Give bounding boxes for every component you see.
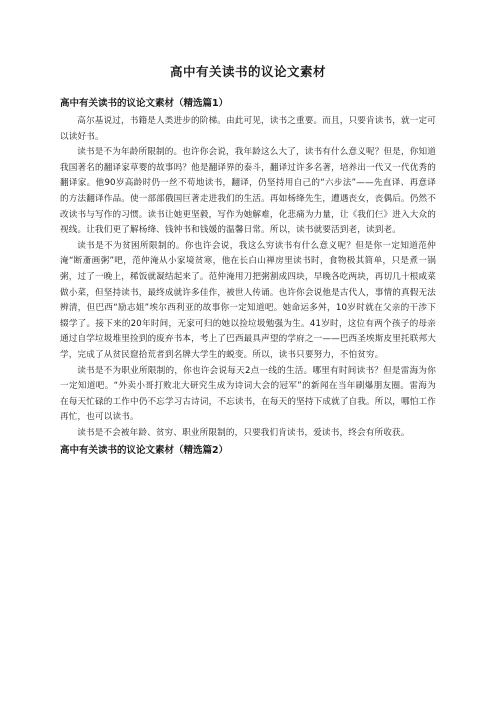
paragraph: 高尔基说过，书籍是人类进步的阶梯。由此可见，读书之重要。而且，只要肯读书，就一定可以读好书。	[60, 116, 436, 142]
paragraph: 读书是不会被年龄、贫穷、职业所限制的，只要我们肯读书，爱读书，终会有所收获。	[77, 427, 410, 438]
section-2	[60, 443, 436, 458]
paragraph: 读书是不为职业所限制的，你也许会说每天2点一线的生活。哪里有时间读书？但是雷海为你一定知道吧。“外卖小哥打败北大研究生成为诗词大会的冠军”的新闻在当年刷爆朋友圈。雷海为在每天忙碌的工作中仍不忘学习古诗词，不忘读书，在每天的坚持下成就了自我。所以，哪怕工作再忙，也可以读书。	[60, 365, 436, 423]
document-title: 高中有关读书的议论文素材	[169, 64, 326, 79]
section-1	[60, 96, 436, 441]
section-heading: 高中有关读书的议论文素材（精选篇1）	[60, 98, 229, 109]
paragraph: 读书是不为贫困所限制的。你也许会说，我这么穷读书有什么意义呢？但是你一定知道范仲淹“断齑画粥”吧，范仲淹从小家境贫寒，他在长白山禅房里读书时，食物极其简单，只是煮一锅粥，过了一晚上，稀饭就凝结起来了。范仲淹用刀把粥割成四块，早晚各吃两块，再切几十根咸菜做小菜，但坚持读书，最终成就许多佳作，被世人传诵。也许你会说他是古代人，事情的真假无法辨清，但巴西“励志姐”埃尔西利亚的故事你一定知道吧。她命运多舛，10岁时就在父亲的干涉下辍学了。接下来的20年时间，无家可归的她以捡垃圾勉强为生。41岁时，这位有两个孩子的母亲通过自学垃圾堆里捡到的废弃书本，考上了巴西最具声望的学府之一——巴西圣埃斯皮里托联邦大学，完成了从贫民窟拾荒者到名牌大学生的蜕变。所以，读书只要努力，不怕贫穷。	[60, 240, 436, 360]
paragraph: 读书是不为年龄所限制的。也许你会说，我年龄这么大了，读书有什么意义呢？但是，你知道我国著名的翻译家草婴的故事吗？他是翻译界的泰斗，翻译过许多名著，培养出一代又一代优秀的翻译家。他90岁高龄时仍一丝不苟地读书，翻译，仍坚持用自己的“六步法”——先直译、再意译的方法翻译作品。使一部部俄国巨著走进我们的生活。再如杨绛先生，遭遇丧女，丧偶后。仍然不改读书与写作的习惯。读书让她更坚毅，写作为她解难，化悲痛为力量，让《我们仨》进入大众的视线。让我们更了解杨绛、钱钟书和钱媛的温馨日常。所以，读书就要活到老，读到老。	[60, 147, 436, 236]
section-heading: 高中有关读书的议论文素材（精选篇2）	[60, 445, 229, 457]
